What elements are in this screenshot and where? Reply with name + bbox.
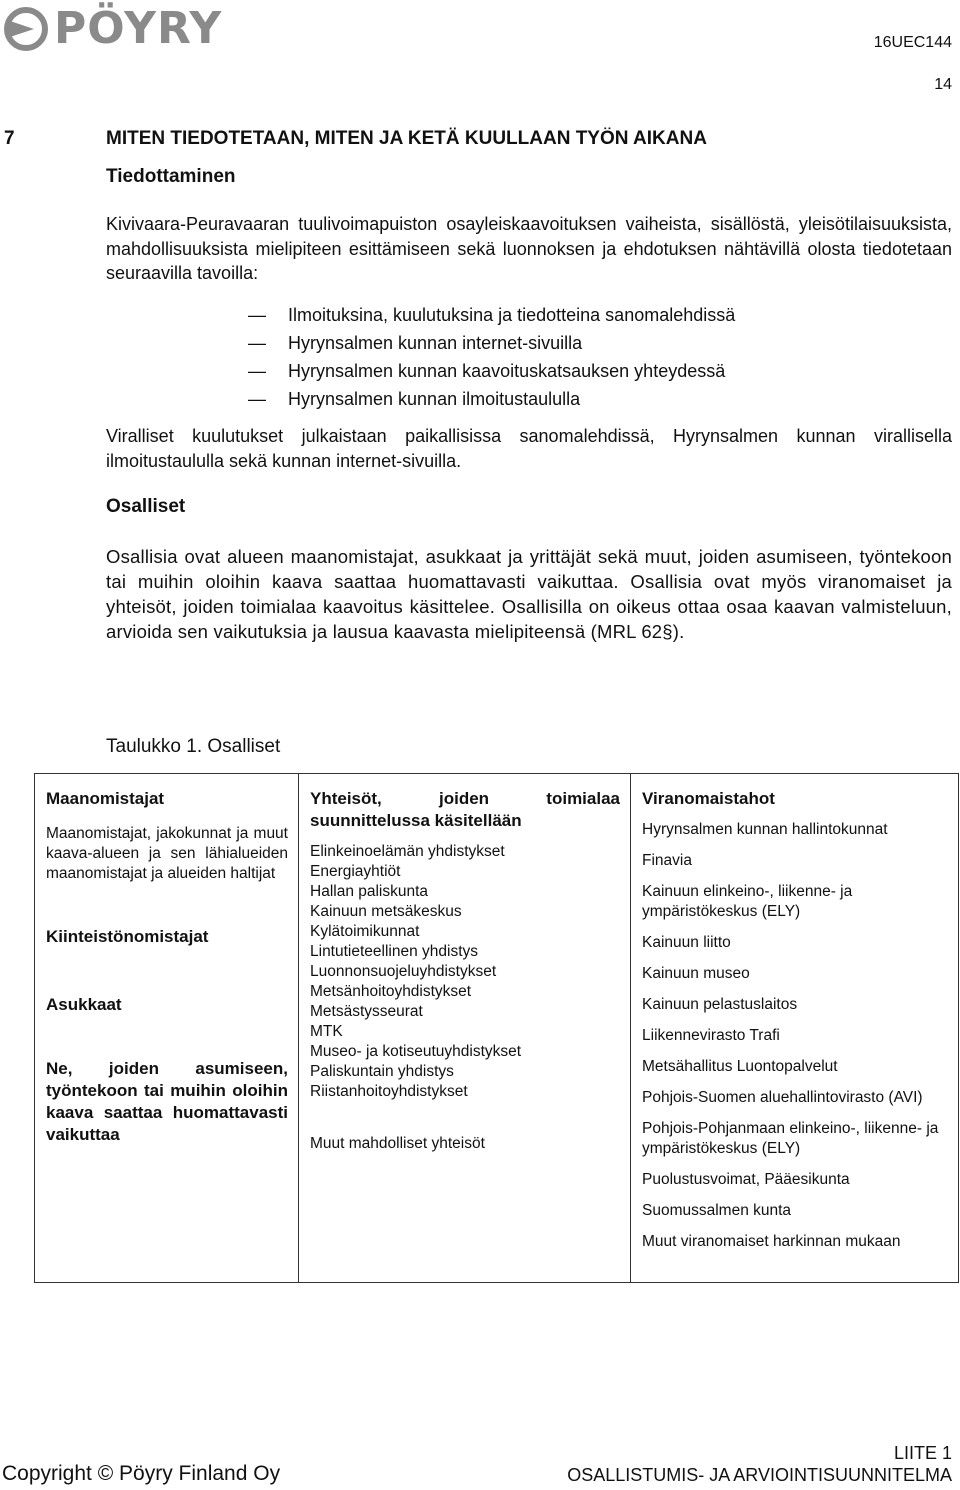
- table-column-authorities: [631, 774, 959, 1283]
- list-item: — Hyrynsalmen kunnan kaavoituskatsauksen yhteydessä: [248, 357, 735, 385]
- subheading-osalliset: Osalliset: [106, 496, 186, 517]
- list-item: Metsähallitus Luontopalvelut: [642, 1058, 838, 1075]
- section-number: 7: [4, 128, 15, 149]
- logo-text: PÖYRY: [54, 3, 223, 54]
- landowners-description: Maanomistajat, jakokunnat ja muut kaava-alueen ja sen lähialueiden maanomistajat ja alueiden haltijat: [46, 825, 288, 882]
- list-item: Hallan paliskunta: [310, 883, 429, 900]
- copyright-text: Copyright © Pöyry Finland Oy: [2, 1462, 281, 1485]
- list-item: Muut mahdolliset yhteisöt: [310, 1135, 485, 1152]
- section-title: MITEN TIEDOTETAAN, MITEN JA KETÄ KUULLAAN TYÖN AIKANA: [106, 128, 707, 149]
- document-id: 16UEC144: [873, 34, 952, 51]
- list-item: Metsästysseurat: [310, 1003, 423, 1020]
- list-item: Kylätoimikunnat: [310, 923, 420, 940]
- list-item: Pohjois-Pohjanmaan elinkeino-, liikenne- ja ympäristökeskus (ELY): [642, 1120, 939, 1157]
- dash-bullet-icon: —: [248, 361, 266, 381]
- list-item: Kainuun museo: [642, 965, 750, 982]
- list-item: Elinkeinoelämän yhdistykset: [310, 843, 505, 860]
- dash-bullet-icon: —: [248, 305, 266, 325]
- affected-parties-label: Ne, joiden asumiseen, työntekoon tai muihin oloihin kaava saattaa huomattavasti vaikuttaa: [46, 1059, 288, 1144]
- list-item: Lintutieteellinen yhdistys: [310, 943, 479, 960]
- list-item: Pohjois-Suomen aluehallintovirasto (AVI): [642, 1089, 923, 1106]
- list-item: Metsänhoitoyhdistykset: [310, 983, 472, 1000]
- list-item: — Hyrynsalmen kunnan internet-sivuilla: [248, 329, 735, 357]
- list-item: Puolustusvoimat, Pääesikunta: [642, 1171, 850, 1188]
- list-item: Suomussalmen kunta: [642, 1202, 792, 1219]
- poyry-logo-icon: [4, 7, 48, 51]
- list-item: Kainuun pelastuslaitos: [642, 996, 798, 1013]
- list-item: Luonnonsuojeluyhdistykset: [310, 963, 497, 980]
- notification-channels-list: [248, 301, 735, 413]
- list-item: Paliskuntain yhdistys: [310, 1063, 454, 1080]
- subheading-tiedottaminen: Tiedottaminen: [106, 166, 236, 187]
- list-item: Kainuun metsäkeskus: [310, 903, 462, 920]
- residents-label: Asukkaat: [46, 995, 122, 1014]
- table-caption: Taulukko 1. Osalliset: [106, 736, 281, 757]
- intro-paragraph: Kivivaara-Peuravaaran tuulivoimapuiston osayleiskaavoituksen vaiheista, sisällöstä, yleisötilaisuuksista, mahdollisuuksista mielipiteen esittämiseen sekä luonnoksen ja ehdotuksen nähtävillä olosta tiedotetaan seuraavilla tavoilla:: [106, 214, 952, 283]
- list-item: — Hyrynsalmen kunnan ilmoitustaululla: [248, 385, 735, 413]
- list-item: — Ilmoituksina, kuulutuksina ja tiedotteina sanomalehdissä: [248, 301, 735, 329]
- table-column-communities: [299, 774, 631, 1283]
- company-logo: [4, 3, 223, 54]
- list-item: MTK: [310, 1023, 343, 1040]
- column-heading: Yhteisöt, joiden toimialaa suunnittelussa käsitellään: [310, 789, 620, 830]
- stakeholders-table: [34, 773, 959, 1283]
- column-heading: Viranomaistahot: [642, 789, 775, 808]
- list-item: Muut viranomaiset harkinnan mukaan: [642, 1233, 901, 1250]
- appendix-label: LIITE 1: [893, 1443, 952, 1463]
- column-heading: Maanomistajat: [46, 789, 165, 808]
- dash-bullet-icon: —: [248, 389, 266, 409]
- property-owners-label: Kiinteistönomistajat: [46, 927, 209, 946]
- list-item: Museo- ja kotiseutuyhdistykset: [310, 1043, 522, 1060]
- list-item: Hyrynsalmen kunnan hallintokunnat: [642, 821, 888, 838]
- document-name: OSALLISTUMIS- JA ARVIOINTISUUNNITELMA: [567, 1465, 952, 1485]
- page-number: 14: [934, 76, 952, 93]
- official-announcements-paragraph: Viralliset kuulutukset julkaistaan paikallisissa sanomalehdissä, Hyrynsalmen kunnan virallisella ilmoitustaululla sekä kunnan internet-sivuilla.: [106, 426, 952, 471]
- list-item: Energiayhtiöt: [310, 863, 401, 880]
- list-item: Kainuun elinkeino-, liikenne- ja ympäristökeskus (ELY): [642, 883, 853, 920]
- list-item: Liikennevirasto Trafi: [642, 1027, 780, 1044]
- dash-bullet-icon: —: [248, 333, 266, 353]
- table-column-landowners: [35, 774, 299, 1283]
- list-item: Finavia: [642, 852, 692, 869]
- list-item: Kainuun liitto: [642, 934, 731, 951]
- osalliset-paragraph: Osallisia ovat alueen maanomistajat, asukkaat ja yrittäjät sekä muut, joiden asumiseen, työntekoon tai muihin oloihin kaava saattaa huomattavasti vaikuttaa. Osallisia ovat myös viranomaiset ja yhteisöt, joiden toimialaa kaavoitus käsittelee. Osallisilla on oikeus ottaa osaa kaavan valmisteluun, arvioida sen vaikutuksia ja lausua kaavasta mielipiteensä (MRL 62§).: [106, 546, 952, 642]
- list-item: Riistanhoitoyhdistykset: [310, 1083, 468, 1100]
